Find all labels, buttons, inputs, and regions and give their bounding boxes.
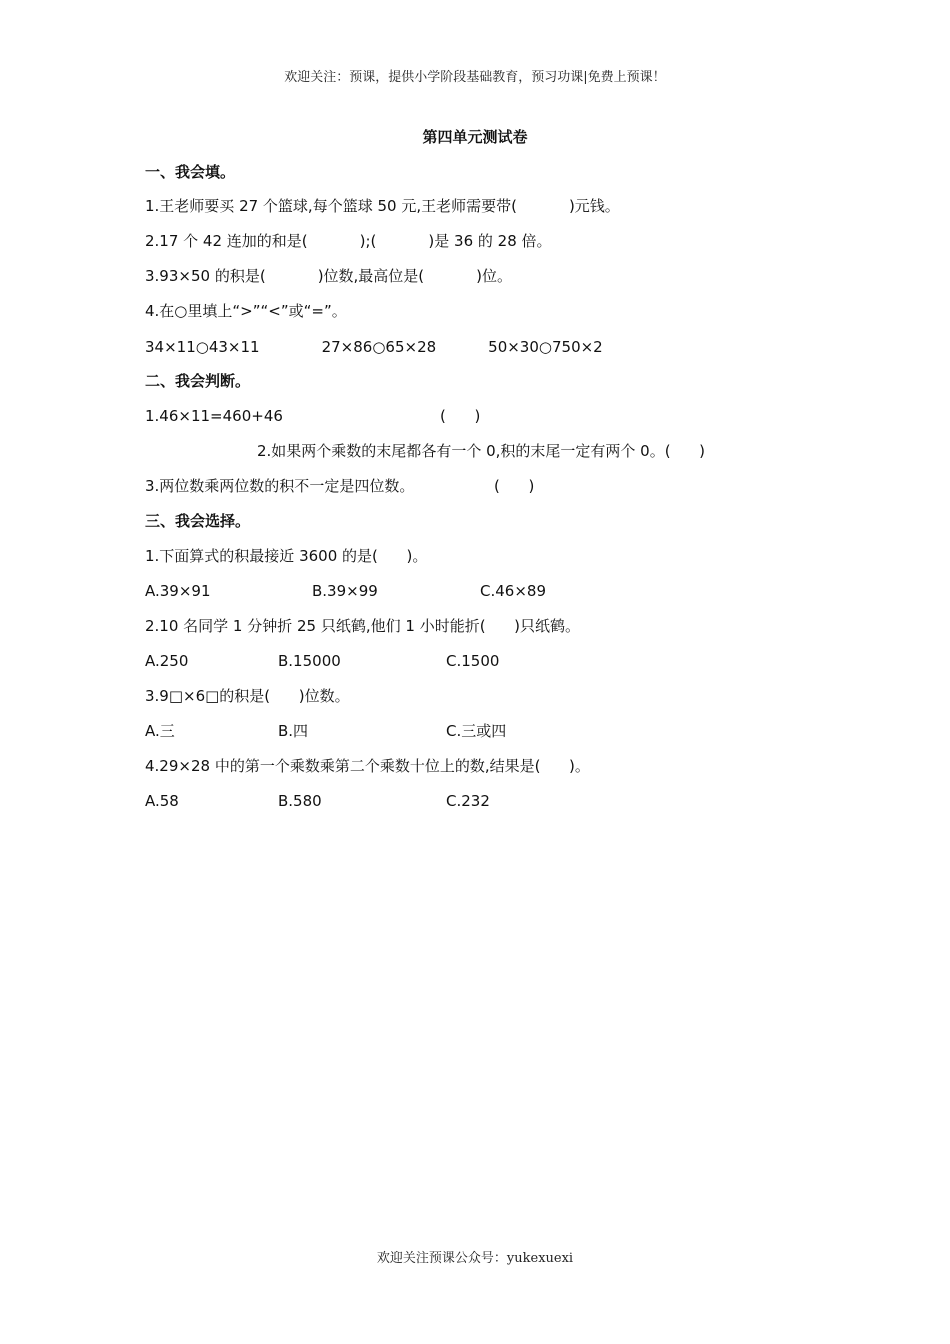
choose-question-4: 4.29×28 中的第一个乘数乘第二个乘数十位上的数,结果是( )。: [145, 757, 590, 775]
fill-q4-item: 34×11○43×11: [145, 338, 260, 356]
judge-q3-text: 3.两位数乘两位数的积不一定是四位数。: [145, 477, 415, 495]
choose-q2-option-a: A.250: [145, 652, 189, 670]
fill-q3-text-a: 3.93×50 的积是(: [145, 267, 266, 285]
judge-q2-paren: ( ): [664, 442, 706, 460]
fill-q2-text-c: )是 36 的 28 倍。: [428, 232, 552, 250]
section-choose-heading: 三、我会选择。: [145, 512, 251, 530]
page-footer: 欢迎关注预课公众号：yukexuexi: [376, 1251, 574, 1266]
judge-q1-text: 1.46×11=460+46: [145, 407, 283, 425]
choose-q1-option-c: C.46×89: [480, 582, 546, 600]
choose-q2-option-c: C.1500: [446, 652, 500, 670]
choose-q3-option-b: B.四: [278, 722, 309, 740]
fill-q2-text-a: 2.17 个 42 连加的和是(: [145, 232, 308, 250]
fill-q3-text-c: )位。: [476, 267, 513, 285]
page-header: 欢迎关注：预课，提供小学阶段基础教育，预习功课|免费上预课！: [284, 70, 666, 85]
fill-q4-item: 27×86○65×28: [321, 338, 437, 356]
choose-question-2: 2.10 名同学 1 分钟折 25 只纸鹤,他们 1 小时能折( )只纸鹤。: [145, 617, 581, 635]
choose-question-1: 1.下面算式的积最接近 3600 的是( )。: [145, 547, 428, 565]
choose-question-3: 3.9□×6□的积是( )位数。: [145, 687, 350, 705]
choose-q4-option-a: A.58: [145, 792, 179, 810]
fill-q1-text-a: 1.王老师要买 27 个篮球,每个篮球 50 元,王老师需要带(: [145, 197, 517, 215]
choose-q1-option-a: A.39×91: [145, 582, 211, 600]
choose-q1-option-b: B.39×99: [312, 582, 378, 600]
section-fill-heading: 一、我会填。: [145, 163, 236, 181]
fill-q2-text-b: );(: [359, 232, 377, 250]
choose-q3-option-c: C.三或四: [446, 722, 507, 740]
judge-question-2: [257, 441, 705, 461]
fill-question-1: [145, 196, 620, 216]
fill-q4-item: 50×30○750×2: [488, 338, 603, 356]
section-judge-heading: 二、我会判断。: [145, 372, 251, 390]
choose-q4-option-c: C.232: [446, 792, 490, 810]
fill-question-2: [145, 231, 552, 251]
judge-question-1: [145, 406, 283, 426]
judge-q2-text: 2.如果两个乘数的末尾都各有一个 0,积的末尾一定有两个 0。: [257, 442, 665, 460]
judge-question-3: [145, 476, 414, 496]
choose-q4-option-b: B.580: [278, 792, 322, 810]
fill-question-3: [145, 266, 512, 286]
judge-q1-paren: ( ): [440, 407, 481, 425]
choose-q2-option-b: B.15000: [278, 652, 341, 670]
judge-q3-paren: ( ): [494, 477, 535, 495]
fill-q1-text-b: )元钱。: [568, 197, 620, 215]
fill-question-4: 4.在○里填上“>”“<”或“=”。: [145, 302, 347, 320]
page-title: 第四单元测试卷: [422, 128, 528, 146]
choose-q3-option-a: A.三: [145, 722, 175, 740]
fill-q3-text-b: )位数,最高位是(: [317, 267, 425, 285]
fill-q4-items: [145, 337, 603, 357]
